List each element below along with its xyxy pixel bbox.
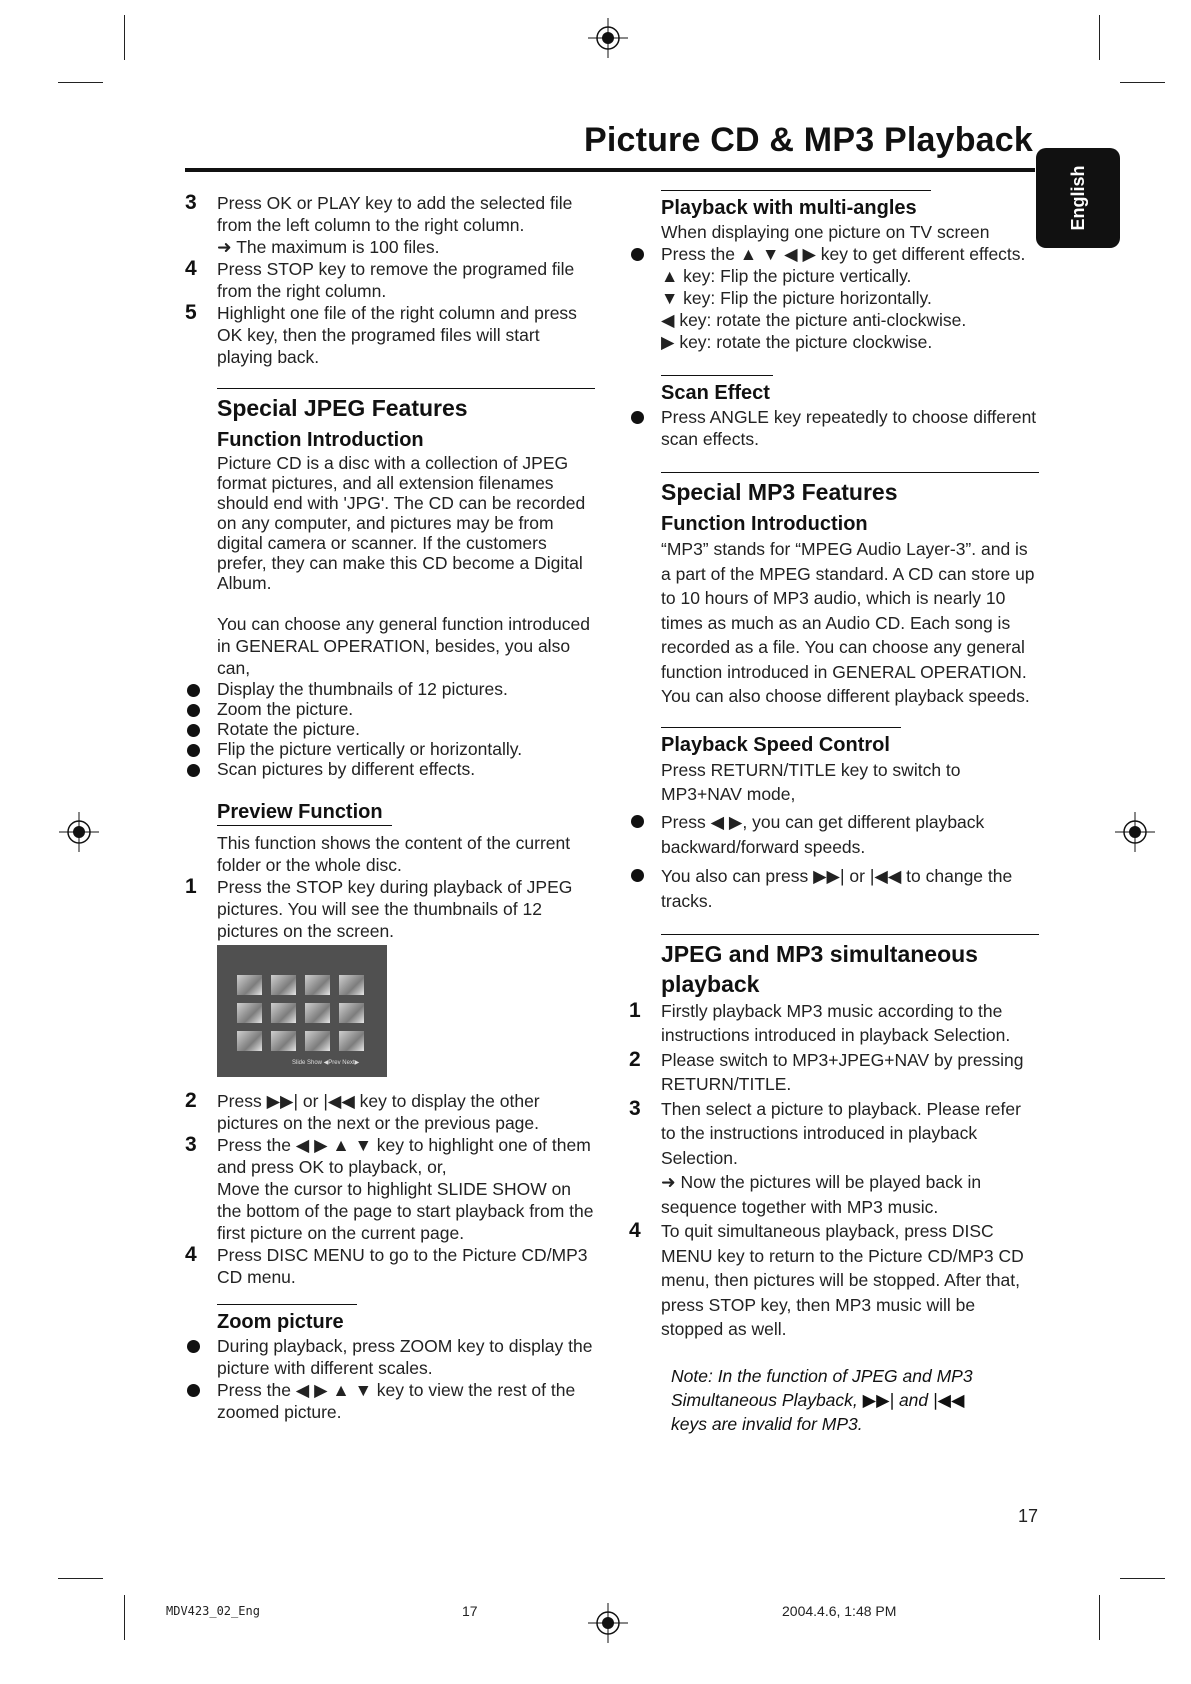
step-number: 4 <box>629 1219 641 1242</box>
thumbnail-footer: Slide Show ◀Prev Next▶ <box>292 1060 360 1066</box>
thumbnail <box>237 1031 262 1051</box>
crop-mark <box>58 1578 103 1579</box>
multi-line: ▲ key: Flip the picture vertically. <box>661 266 912 286</box>
thumbnail <box>305 1003 330 1023</box>
step-text: Press the STOP key during playback of JPEG pictures. You will see the thumbnails of 12 pictures on the screen. <box>217 877 573 941</box>
thumbnail <box>271 975 296 995</box>
bullet-item: Press the ▲ ▼ ◀ ▶ key to get different effects. <box>629 243 1039 265</box>
multi-line: ◀ key: rotate the picture anti-clockwise. <box>661 310 967 330</box>
step-subnote: ➜ Now the pictures will be played back in sequence together with MP3 music. <box>661 1172 982 1217</box>
bullet-icon <box>187 1340 200 1353</box>
registration-mark-icon <box>588 18 628 58</box>
step <box>185 1134 595 1244</box>
speed-intro: Press RETURN/TITLE key to switch to MP3+NAV mode, <box>661 759 961 804</box>
bullet-item: Flip the picture vertically or horizontally. <box>185 739 595 759</box>
step-number: 1 <box>185 875 197 898</box>
bullet-item: Zoom the picture. <box>185 699 595 719</box>
thumbnail-grid <box>237 975 364 1051</box>
left-column <box>185 192 595 942</box>
step-text: Press ▶▶| or |◀◀ key to display the other pictures on the next or the previous page. <box>217 1091 540 1133</box>
step <box>185 876 595 942</box>
bullet-item: Press the ◀ ▶ ▲ ▼ key to view the rest of the zoomed picture. <box>185 1379 595 1423</box>
step <box>629 999 1039 1048</box>
subsection-title: Playback with multi-angles <box>661 197 917 219</box>
step-text: To quit simultaneous playback, press DISC MENU key to return to the Picture CD/MP3 CD menu, then pictures will be stopped. After that, press STOP key, then MP3 music will be stopped as well. <box>661 1221 1024 1339</box>
page-title: Picture CD & MP3 Playback <box>583 121 1033 159</box>
bullet-icon <box>631 815 644 828</box>
subsection-title: Playback Speed Control <box>661 733 890 756</box>
step <box>185 302 595 368</box>
step <box>629 1097 1039 1220</box>
step <box>185 1090 595 1134</box>
bullet-icon <box>187 764 200 777</box>
step-number: 1 <box>629 998 641 1022</box>
mp3-intro-text: “MP3” stands for “MPEG Audio Layer-3”. and is a part of the MPEG standard. A CD can store up to 10 hours of MP3 audio, which is nearly 10 times as much as an Audio CD. Each song is recorded as a file. You can choose any general function introduced in GENERAL OPERATION. You can also choose different playback speeds. <box>661 539 1035 706</box>
subsection-title: Zoom picture <box>217 1311 344 1333</box>
page-number: 17 <box>1018 1506 1039 1526</box>
thumbnail <box>237 975 262 995</box>
bullet-item: Press ◀ ▶, you can get different playback backward/forward speeds. <box>629 810 1039 860</box>
section-title: Special JPEG Features <box>217 395 468 421</box>
registration-mark-icon <box>588 1603 628 1643</box>
subsection-title: Preview Function <box>217 801 383 823</box>
preview-intro: This function shows the content of the current folder or the whole disc. <box>217 833 571 875</box>
crop-mark <box>1120 82 1165 83</box>
step-text: Then select a picture to playback. Please refer to the instructions introduced in playback Selection. <box>661 1098 1021 1168</box>
step-number: 4 <box>185 257 197 280</box>
subsection-rule <box>217 1304 357 1305</box>
bullet-item: You also can press ▶▶| or |◀◀ to change the tracks. <box>629 864 1039 914</box>
step-text: Please switch to MP3+JPEG+NAV by pressing RETURN/TITLE. <box>661 1049 1024 1094</box>
section-title: JPEG and MP3 simultaneous playback <box>661 940 978 997</box>
footer-page: 17 <box>462 1603 478 1619</box>
step-text: Press the ◀ ▶ ▲ ▼ key to highlight one of them and press OK to playback, or, <box>217 1135 591 1177</box>
multi-intro: When displaying one picture on TV screen <box>661 222 990 242</box>
step-subnote: ➜ The maximum is 100 files. <box>217 237 440 257</box>
subsection-title: Function Introduction <box>661 513 868 535</box>
step-number: 2 <box>185 1089 197 1112</box>
thumbnail <box>305 975 330 995</box>
step <box>185 192 595 258</box>
thumbnail <box>339 1031 364 1051</box>
multi-line: ▼ key: Flip the picture horizontally. <box>661 288 932 308</box>
crop-mark <box>58 82 103 83</box>
registration-mark-icon <box>59 812 99 852</box>
thumbnail <box>271 1003 296 1023</box>
step <box>185 1244 595 1288</box>
bullet-icon <box>631 869 644 882</box>
thumbnail <box>271 1031 296 1051</box>
step <box>629 1048 1039 1097</box>
thumbnail <box>237 1003 262 1023</box>
multi-line: ▶ key: rotate the picture clockwise. <box>661 332 933 352</box>
subsection-title: Scan Effect <box>661 382 770 404</box>
footer-file: MDV423_02_Eng <box>166 1604 260 1618</box>
function-intro-text: Picture CD is a disc with a collection of JPEG format pictures, and all extension filenames should end with 'JPG'. The CD can be recorded on any computer, and pictures may be from digital camera or scanner. If the customers prefer, they can make this CD become a Digital Album. <box>217 453 586 593</box>
section-rule <box>661 934 1039 935</box>
step-text: Firstly playback MP3 music according to the instructions introduced in playback Selection. <box>661 1000 1011 1045</box>
bullet-item: Display the thumbnails of 12 pictures. <box>185 679 595 699</box>
thumbnail <box>305 1031 330 1051</box>
section-title: Special MP3 Features <box>661 479 898 505</box>
step-number: 3 <box>185 191 197 214</box>
thumbnail <box>339 975 364 995</box>
bullet-icon <box>187 724 200 737</box>
step <box>629 1219 1039 1342</box>
thumbnail-preview-image <box>217 945 387 1077</box>
bullet-item: Press ANGLE key repeatedly to choose different scan effects. <box>629 406 1039 450</box>
note-text: Note: In the function of JPEG and MP3 Simultaneous Playback, ▶▶| and |◀◀ keys are invalid for MP3. <box>671 1365 973 1434</box>
step <box>185 258 595 302</box>
bullet-item: Scan pictures by different effects. <box>185 759 595 779</box>
subsection-rule <box>217 825 392 826</box>
step-number: 3 <box>185 1133 197 1156</box>
step-text: Press STOP key to remove the programed file from the right column. <box>217 259 575 301</box>
section-rule <box>661 472 1039 473</box>
thumbnail <box>339 1003 364 1023</box>
crop-mark <box>1099 15 1100 60</box>
choose-text: You can choose any general function introduced in GENERAL OPERATION, besides, you also can, <box>217 614 590 678</box>
subsection-rule <box>661 190 931 191</box>
language-tab <box>1036 148 1120 248</box>
bullet-item: Rotate the picture. <box>185 719 595 739</box>
step-extra: Move the cursor to highlight SLIDE SHOW on the bottom of the page to start playback from the first picture on the current page. <box>217 1179 594 1243</box>
bullet-icon <box>631 248 644 261</box>
bullet-item: During playback, press ZOOM key to display the picture with different scales. <box>185 1335 595 1379</box>
header-rule <box>185 168 1035 172</box>
footer-date: 2004.4.6, 1:48 PM <box>782 1603 897 1619</box>
bullet-icon <box>631 411 644 424</box>
step-text: Highlight one file of the right column and press OK key, then the programed files will start playing back. <box>217 303 577 367</box>
crop-mark <box>1099 1595 1100 1640</box>
step-number: 4 <box>185 1243 197 1266</box>
registration-mark-icon <box>1115 812 1155 852</box>
step-text: Press OK or PLAY key to add the selected file from the left column to the right column. <box>217 193 573 235</box>
step-text: Press DISC MENU to go to the Picture CD/MP3 CD menu. <box>217 1245 588 1287</box>
step-number: 3 <box>629 1096 641 1120</box>
subsection-title: Function Introduction <box>217 429 424 451</box>
right-column <box>629 190 1039 1436</box>
bullet-icon <box>187 744 200 757</box>
bullet-icon <box>187 684 200 697</box>
step-number: 2 <box>629 1047 641 1071</box>
language-tab-label: English <box>1068 165 1088 231</box>
bullet-icon <box>187 1384 200 1397</box>
crop-mark <box>124 15 125 60</box>
bullet-icon <box>187 704 200 717</box>
subsection-rule <box>661 375 773 376</box>
step-number: 5 <box>185 301 197 324</box>
section-rule <box>217 388 595 389</box>
subsection-rule <box>661 727 901 728</box>
crop-mark <box>1120 1578 1165 1579</box>
crop-mark <box>124 1595 125 1640</box>
left-column-lower <box>185 1090 595 1423</box>
